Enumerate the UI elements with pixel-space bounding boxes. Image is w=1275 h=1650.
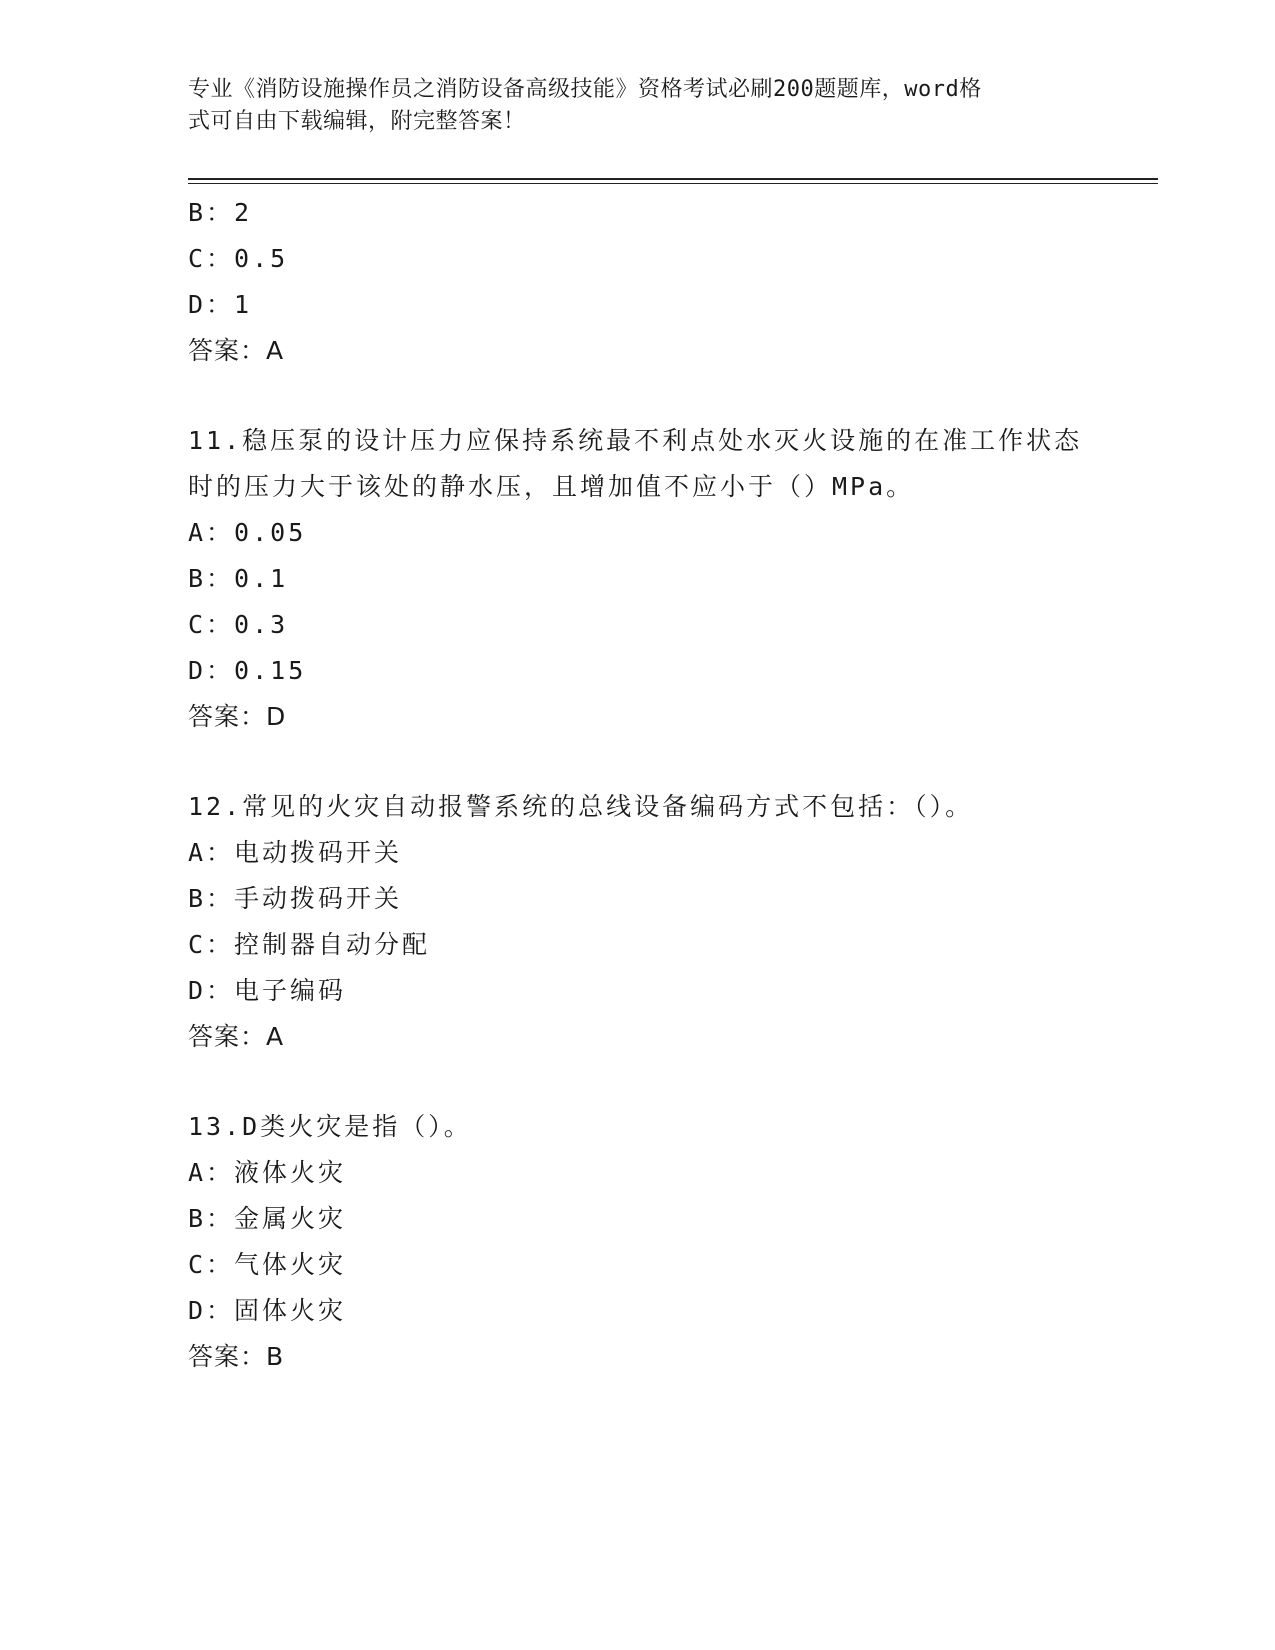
question-block-11 xyxy=(188,418,1088,740)
option-a: A：0.05 xyxy=(188,518,307,547)
spacer xyxy=(188,740,1088,784)
option-d: D：电子编码 xyxy=(188,976,347,1005)
answer-line: 答案：B xyxy=(188,1342,285,1371)
header-divider-thick xyxy=(188,178,1158,180)
option-d: D：固体火灾 xyxy=(188,1296,347,1325)
option-a: A：电动拨码开关 xyxy=(188,838,403,867)
header-divider-thin xyxy=(188,183,1158,184)
option-b: B：手动拨码开关 xyxy=(188,884,403,913)
spacer xyxy=(188,374,1088,418)
question-stem: 13.D类火灾是指（）。 xyxy=(188,1112,472,1141)
option-c: C：气体火灾 xyxy=(188,1250,347,1279)
document-header xyxy=(188,74,1088,138)
option-b: B：金属火灾 xyxy=(188,1204,347,1233)
answer-line: 答案：D xyxy=(188,702,287,731)
option-d: D：1 xyxy=(188,290,253,319)
answer-line: 答案：A xyxy=(188,1022,285,1051)
spacer xyxy=(188,1060,1088,1104)
question-stem: 11.稳压泵的设计压力应保持系统最不利点处水灭火设施的在准工作状态时的压力大于该处的静水压，且增加值不应小于（）MPa。 xyxy=(188,426,1083,501)
header-title-line-1: 专业《消防设施操作员之消防设备高级技能》资格考试必刷200题题库，word格 xyxy=(188,77,982,102)
option-a: A：液体火灾 xyxy=(188,1158,347,1187)
header-title-line-2: 式可自由下载编辑，附完整答案！ xyxy=(188,109,526,134)
option-d: D：0.15 xyxy=(188,656,307,685)
question-block-partial xyxy=(188,190,1088,374)
answer-line: 答案：A xyxy=(188,336,285,365)
option-b: B：2 xyxy=(188,198,253,227)
option-c: C：控制器自动分配 xyxy=(188,930,431,959)
question-block-12 xyxy=(188,784,1088,1060)
option-b: B：0.1 xyxy=(188,564,289,593)
question-stem: 12.常见的火灾自动报警系统的总线设备编码方式不包括：（）。 xyxy=(188,792,974,821)
question-list xyxy=(188,190,1088,1380)
question-block-13 xyxy=(188,1104,1088,1380)
option-c: C：0.3 xyxy=(188,610,289,639)
option-c: C：0.5 xyxy=(188,244,289,273)
